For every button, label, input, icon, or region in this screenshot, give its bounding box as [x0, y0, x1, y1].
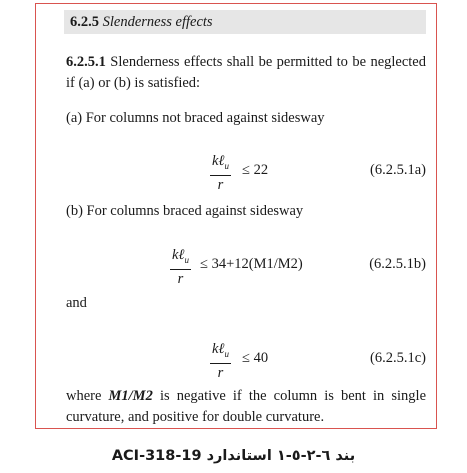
where-rest: is negative if the column is bent in single curvature, and positive for double curvature.: [66, 388, 427, 425]
clause-number: 6.2.5.1: [66, 54, 106, 70]
section-heading: [64, 10, 426, 34]
equation-a: [66, 152, 426, 192]
equation-c-relation: ≤ 40: [242, 350, 269, 366]
equation-a-numerator: kℓ: [212, 153, 225, 169]
equation-c-fraction: [210, 340, 231, 382]
equation-b: [66, 246, 426, 286]
case-b-label: (b) For columns braced against sidesway: [66, 203, 304, 219]
equation-b-subscript: u: [184, 254, 189, 265]
case-a-label: (a) For columns not braced against sidesway: [66, 110, 325, 126]
equation-b-numerator: kℓ: [172, 247, 185, 263]
equation-a-label: (6.2.5.1a): [370, 162, 426, 178]
equation-b-label: (6.2.5.1b): [369, 256, 426, 272]
section-title: Slenderness effects: [102, 14, 213, 30]
equation-c: [66, 340, 426, 380]
equation-c-label: (6.2.5.1c): [370, 350, 426, 366]
where-paragraph: [66, 386, 426, 428]
equation-a-fraction: [210, 152, 231, 194]
clause-text: Slenderness effects shall be permitted to be neglected if (a) or (b) is satisfied:: [66, 54, 426, 91]
equation-a-relation: ≤ 22: [242, 162, 269, 178]
equation-b-denominator: r: [177, 270, 184, 287]
equation-a-subscript: u: [224, 160, 229, 171]
section-number: 6.2.5: [70, 14, 99, 30]
equation-c-numerator: kℓ: [212, 341, 225, 357]
equation-a-denominator: r: [217, 176, 224, 193]
figure-caption: بند ٦-٢-٥-١ استاندارد ACI-318-19: [111, 448, 356, 464]
equation-c-subscript: u: [224, 348, 229, 359]
equation-c-denominator: r: [217, 364, 224, 381]
where-lead: where: [66, 388, 102, 404]
equation-b-fraction: [170, 246, 191, 288]
clause-paragraph: [66, 52, 426, 94]
equation-b-relation: ≤ 34+12(M1/M2): [200, 256, 303, 272]
where-term: M1/M2: [108, 388, 153, 404]
and-text: and: [66, 295, 87, 311]
